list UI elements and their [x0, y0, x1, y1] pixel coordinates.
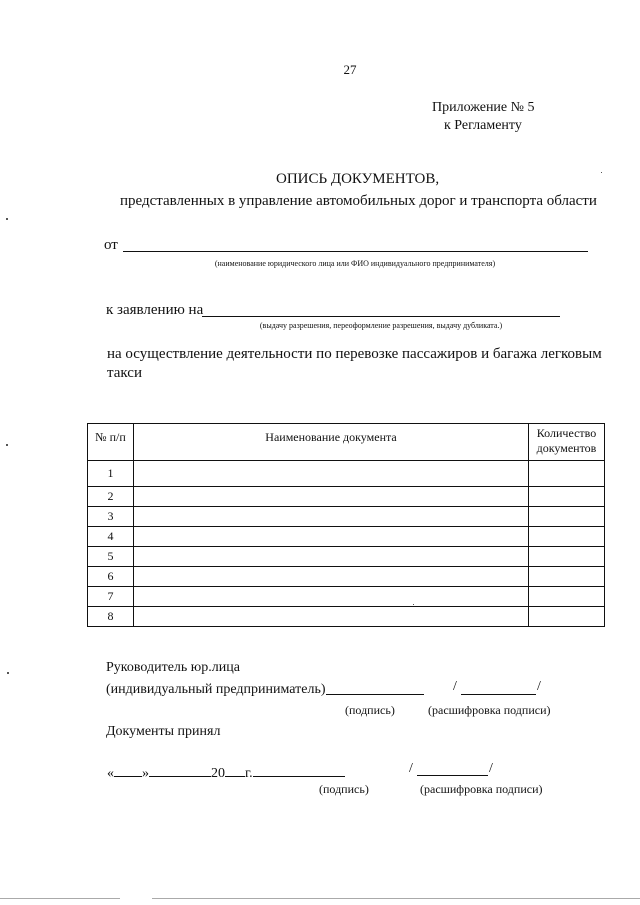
row-number: 6: [88, 567, 134, 587]
application-fill-line[interactable]: [202, 316, 560, 317]
row-number: 1: [88, 461, 134, 487]
decode-slash-open: /: [409, 761, 413, 776]
document-count-cell[interactable]: [529, 587, 605, 607]
document-count-cell[interactable]: [529, 507, 605, 527]
application-label: к заявлению на: [106, 302, 204, 318]
decode-slash-close: /: [489, 761, 493, 776]
accepted-decode-line[interactable]: [417, 775, 488, 776]
header-num: № п/п: [88, 424, 134, 461]
document-count-cell[interactable]: [529, 487, 605, 507]
purpose-text: на осуществление деятельности по перевозке пассажиров и багажа легковым такси: [107, 346, 602, 381]
accepted-signature-line[interactable]: [253, 762, 345, 777]
date-year-suffix: г.: [245, 766, 253, 781]
scan-edge-line: [0, 898, 120, 899]
row-number: 8: [88, 607, 134, 627]
signature-caption: (подпись): [319, 782, 369, 796]
table-row: [88, 461, 605, 487]
row-number: 4: [88, 527, 134, 547]
date-year-line[interactable]: [225, 762, 245, 777]
document-name-cell[interactable]: [134, 461, 529, 487]
from-label: от: [104, 237, 118, 253]
head-label-line2: (индивидуальный предприниматель): [106, 682, 326, 697]
scan-speck: [6, 444, 8, 446]
document-count-cell[interactable]: [529, 567, 605, 587]
date-close-quote: »: [142, 766, 149, 781]
from-fill-line[interactable]: [123, 251, 588, 252]
decode-caption: (расшифровка подписи): [420, 782, 543, 796]
document-count-cell[interactable]: [529, 607, 605, 627]
date-day-line[interactable]: [114, 762, 142, 777]
table-row: [88, 567, 605, 587]
table-row: [88, 487, 605, 507]
header-count-line2: документов: [536, 441, 597, 455]
signature-caption: (подпись): [345, 703, 395, 717]
document-name-cell[interactable]: [134, 487, 529, 507]
document-title: ОПИСЬ ДОКУМЕНТОВ,: [276, 171, 440, 187]
document-name-cell[interactable]: [134, 607, 529, 627]
scan-speck: [6, 218, 8, 220]
header-count: [529, 424, 605, 461]
row-number: 3: [88, 507, 134, 527]
table-header-row: [88, 424, 605, 461]
application-hint: (выдачу разрешения, переоформление разрешения, выдачу дубликата.): [259, 321, 503, 330]
decode-slash-open: /: [453, 679, 457, 694]
document-count-cell[interactable]: [529, 461, 605, 487]
from-hint: (наименование юридического лица или ФИО индивидуального предпринимателя): [214, 259, 496, 268]
document-name-cell[interactable]: [134, 507, 529, 527]
document-subtitle: представленных в управление автомобильных дорог и транспорта области: [120, 193, 597, 209]
scan-edge-line: [152, 898, 640, 899]
header-name: Наименование документа: [134, 424, 529, 461]
appendix-reference: к Регламенту: [444, 118, 522, 133]
date-month-line[interactable]: [149, 762, 211, 777]
document-name-cell[interactable]: [134, 527, 529, 547]
head-label-line1: Руководитель юр.лица: [106, 660, 240, 675]
row-number: 2: [88, 487, 134, 507]
documents-table: [87, 423, 605, 627]
row-number: 5: [88, 547, 134, 567]
table-row: [88, 527, 605, 547]
header-count-line1: Количество: [536, 426, 597, 440]
head-decode-line[interactable]: [461, 694, 536, 695]
table-row: [88, 587, 605, 607]
document-name-cell[interactable]: [134, 547, 529, 567]
table-row: [88, 507, 605, 527]
document-name-cell[interactable]: [134, 567, 529, 587]
date-year-prefix: 20: [211, 766, 225, 781]
decode-slash-close: /: [537, 679, 541, 694]
head-signature-line[interactable]: [326, 694, 424, 695]
appendix-number: Приложение № 5: [432, 100, 535, 115]
scan-speck: [7, 672, 9, 674]
document-count-cell[interactable]: [529, 547, 605, 567]
document-count-cell[interactable]: [529, 527, 605, 547]
date-open-quote: «: [107, 766, 114, 781]
date-field: [107, 762, 345, 782]
table-row: [88, 607, 605, 627]
row-number: 7: [88, 587, 134, 607]
page-number: 27: [343, 62, 357, 77]
decode-caption: (расшифровка подписи): [428, 703, 551, 717]
scan-speck: [601, 172, 602, 173]
accepted-label: Документы принял: [106, 724, 221, 739]
table-row: [88, 547, 605, 567]
document-name-cell[interactable]: [134, 587, 529, 607]
scan-speck: [413, 604, 414, 605]
